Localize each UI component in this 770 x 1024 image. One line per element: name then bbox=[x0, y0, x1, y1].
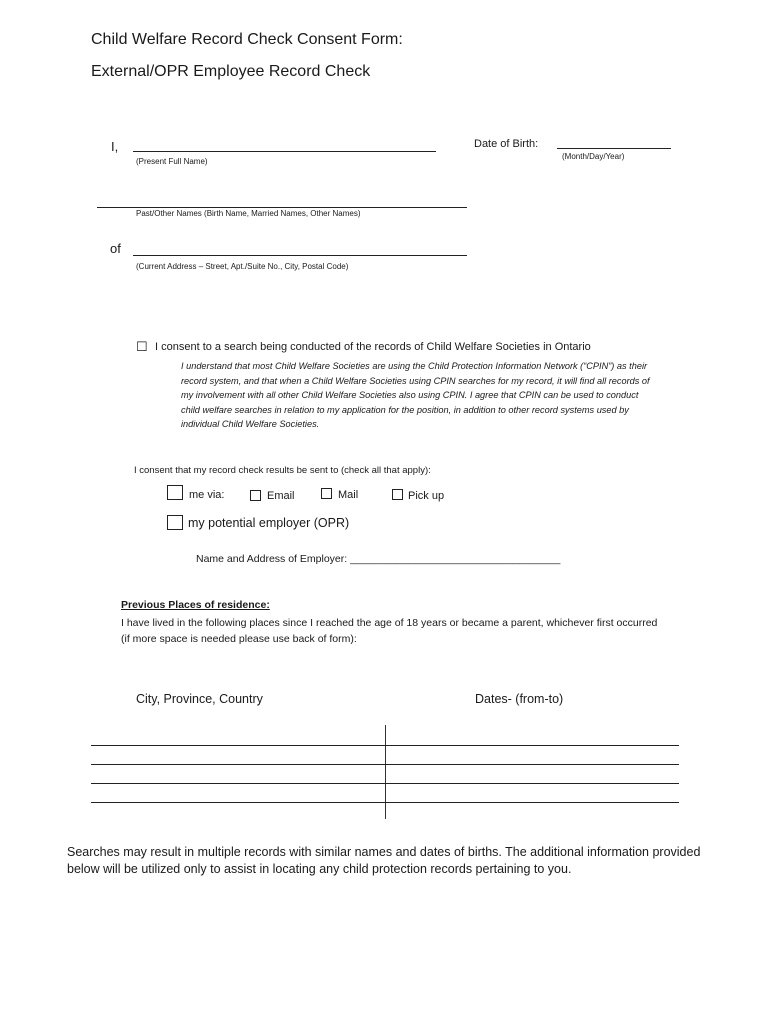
search-consent-text: I consent to a search being conducted of the records of Child Welfare Societies in Ontario bbox=[155, 341, 591, 353]
pickup-label: Pick up bbox=[408, 490, 445, 502]
col-city-header: City, Province, Country bbox=[136, 692, 263, 706]
full-name-caption: (Present Full Name) bbox=[136, 157, 208, 166]
email-checkbox[interactable] bbox=[250, 490, 261, 501]
mail-label: Mail bbox=[338, 489, 359, 501]
pickup-checkbox[interactable] bbox=[392, 489, 403, 500]
cpin-explanation: I understand that most Child Welfare Societies are using the Child Protection Information Network (“CPIN”) as their record system, and that when a Child Welfare Societies using CPIN searches for my record, it will find all records of my involvement with all other Child Welfare Societies also using CPIN. I agree that CPIN can be used to conduct child welfare searches in relation to my application for the position, in addition to other record systems used by individual Child Welfare Societies. bbox=[181, 361, 650, 429]
me-via-label: me via: bbox=[189, 489, 225, 501]
residence-description: I have lived in the following places since I reached the age of 18 years or became a parent, whichever first occurred (if more space is needed please use back of form): bbox=[121, 617, 658, 645]
other-names-caption: Past/Other Names (Birth Name, Married Names, Other Names) bbox=[136, 209, 361, 218]
address-caption: (Current Address – Street, Apt./Suite No., City, Postal Code) bbox=[136, 262, 349, 271]
residence-row-1[interactable] bbox=[91, 745, 679, 746]
employer-option-label: my potential employer (OPR) bbox=[188, 516, 350, 530]
other-names-field[interactable] bbox=[97, 207, 467, 208]
footer-note: Searches may result in multiple records with similar names and dates of births. The additional information provided below will be utilized only to assist in locating any child protection records pertaining to you. bbox=[67, 845, 701, 876]
me-via-checkbox[interactable] bbox=[167, 485, 183, 500]
residence-table-divider bbox=[385, 725, 386, 819]
residence-row-4[interactable] bbox=[91, 802, 679, 803]
dob-caption: (Month/Day/Year) bbox=[562, 152, 625, 161]
email-label: Email bbox=[267, 490, 295, 502]
results-consent-text: I consent that my record check results be sent to (check all that apply): bbox=[134, 465, 431, 476]
residence-row-3[interactable] bbox=[91, 783, 679, 784]
residence-heading: Previous Places of residence: bbox=[121, 599, 270, 611]
dob-label: Date of Birth: bbox=[474, 138, 539, 150]
employer-checkbox[interactable] bbox=[167, 515, 183, 530]
dob-field[interactable] bbox=[557, 148, 671, 149]
full-name-field[interactable] bbox=[133, 151, 436, 152]
form-subtitle: External/OPR Employee Record Check bbox=[91, 63, 371, 80]
address-field[interactable] bbox=[133, 255, 467, 256]
i-label: I, bbox=[111, 139, 119, 154]
col-dates-header: Dates- (from-to) bbox=[475, 692, 564, 706]
form-title: Child Welfare Record Check Consent Form: bbox=[91, 31, 403, 48]
residence-row-2[interactable] bbox=[91, 764, 679, 765]
of-label: of bbox=[110, 241, 121, 256]
mail-checkbox[interactable] bbox=[321, 488, 332, 499]
search-consent-checkbox[interactable]: ☐ bbox=[136, 339, 148, 354]
employer-name-field[interactable]: Name and Address of Employer: ____________________________________ bbox=[196, 553, 561, 565]
